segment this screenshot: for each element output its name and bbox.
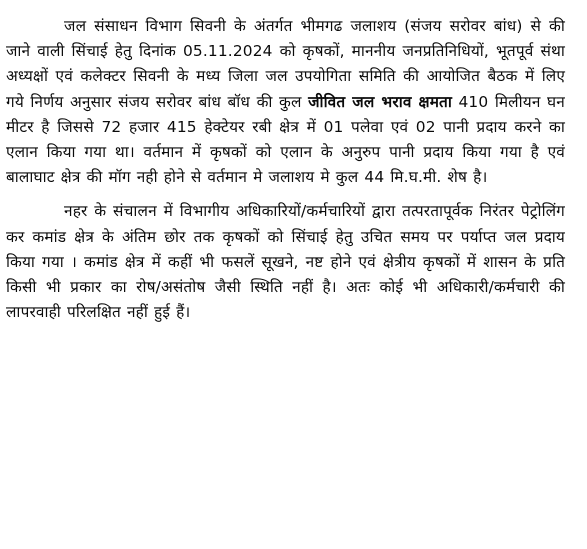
paragraph-2-text: नहर के संचालन में विभागीय अधिकारियों/कर्मचारियों द्वारा तत्परतापूर्वक निरंतर पेट्रोलिंग कर कमांड क्षेत्र के अंतिम छोर तक कृषकों को सिंचाई हेतु उचित समय पर पर्याप्त जल प्रदाय किया गया । कमांड क्षेत्र में कहीं भी फसलें सूखने, नष्ट होने एवं क्षेत्रीय कृषकों में शासन के प्रति किसी भी प्रकार का रोष/असंतोष जैसी स्थिति नहीं है। अतः कोई भी अधिकारी/कर्मचारी की लापरवाही परिलक्षित नहीं हुई हैं। [6,202,565,322]
paragraph-reservoir-status [6,14,565,190]
live-storage-capacity-label: जीवित जल भराव क्षमता [308,92,452,111]
paragraph-1-text-start: जल संसाधन विभाग सिवनी के अंतर्गत भीमगढ जलाशय (संजय सरोवर बांध) से की जाने वाली सिंचाई हेतु दिनांक 05.11.2024 को कृषकों, माननीय जनप्रतिनिधियों, भूतपूर्व संथा अध्यक्षों एवं कलेक्टर सिवनी के मध्य जिला जल उपयोगिता समिति की आयोजित बैठक में लिए गये निर्णय अनुसार संजय सरोवर बांध बॉध की कुल [6,17,565,111]
paragraph-canal-operation [6,199,565,325]
paragraph-1-text-end: 410 मिलीयन घन मीटर है जिससे 72 हजार 415 हेक्टेयर रबी क्षेत्र में 01 पलेवा एवं 02 पानी प्रदाय करने का एलान किया गया था। वर्तमान में कृषकों को एलान के अनुरुप पानी प्रदाय किया गया है एवं बालाघाट क्षेत्र की मॉग नही होने से वर्तमान मे जलाशय मे कुल 44 मि.घ.मी. शेष है। [6,92,565,187]
